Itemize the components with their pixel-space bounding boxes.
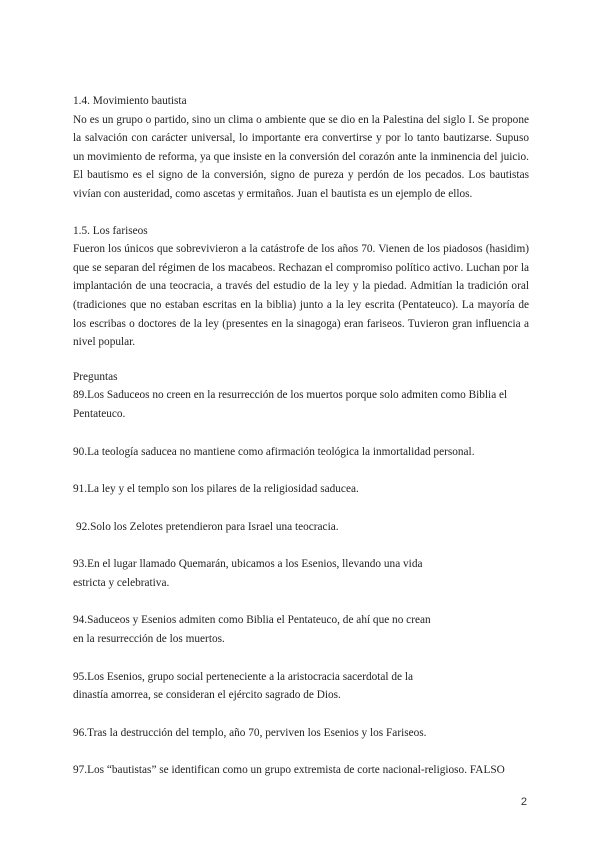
question-92: 92.Solo los Zelotes pretendieron para Israel una teocracia. [76,520,339,533]
question-95-line-1: 95.Los Esenios, grupo social perteneciente a la aristocracia sacerdotal de la [73,670,414,683]
question-96: 96.Tras la destrucción del templo, año 70, perviven los Esenios y los Fariseos. [73,726,427,739]
questions-list [73,386,529,780]
page-number: 2 [520,796,527,808]
question-93-line-2: estricta y celebrativa. [73,576,170,589]
question-89: 89.Los Saduceos no creen en la resurrección de los muertos porque solo admiten como Biblia el Pentateuco. [73,389,508,420]
section-heading-fariseos: 1.5. Los fariseos [73,224,148,237]
document-page [73,92,529,780]
question-93 [73,555,529,592]
question-94-line-1: 94.Saduceos y Esenios admiten como Biblia el Pentateuco, de ahí que no crean [73,614,431,627]
question-95-line-2: dinastía amorrea, se consideran el ejército sagrado de Dios. [73,689,341,702]
question-95 [73,668,529,705]
questions-heading: Preguntas [73,370,118,383]
question-94 [73,611,529,648]
question-93-line-1: 93.En el lugar llamado Quemarán, ubicamos a los Esenios, llevando una vida [73,558,423,571]
question-90: 90.La teología saducea no mantiene como afirmación teológica la inmortalidad personal. [73,445,475,458]
section-body-fariseos: Fueron los únicos que sobrevivieron a la catástrofe de los años 70. Vienen de los piadosos (hasidim) que se separan del régimen de los macabeos. Rechazan el compromiso político activo. Luchan por la implantación de una teocracia, a través del estudio de la ley y la piedad. Admitían la tradición oral (tradiciones que no estaban escritas en la biblia) junto a la ley escrita (Pentateuco). La mayoría de los escribas o doctores de la ley (presentes en la sinagoga) eran fariseos. Tuvieron gran influencia a nivel popular. [73,243,529,349]
question-94-line-2: en la resurrección de los muertos. [73,633,225,646]
question-97: 97.Los “bautistas” se identifican como un grupo extremista de corte nacional-religioso. FALSO [73,764,505,777]
section-heading-movimiento-bautista: 1.4. Movimiento bautista [73,95,187,107]
section-body-movimiento-bautista: No es un grupo o partido, sino un clima o ambiente que se dio en la Palestina del siglo I. Se propone la salvación con carácter universal, lo importante era convertirse y por lo tanto bautizarse. Supuso un movimiento de reforma, ya que insiste en la conversión del corazón ante la inminencia del juicio. El bautismo es el signo de la conversión, signo de pureza y perdón de los pecados. Los bautistas vivían con austeridad, como ascetas y ermitaños. Juan el bautista es un ejemplo de ellos. [73,113,529,200]
question-91: 91.La ley y el templo son los pilares de la religiosidad saducea. [73,483,359,496]
